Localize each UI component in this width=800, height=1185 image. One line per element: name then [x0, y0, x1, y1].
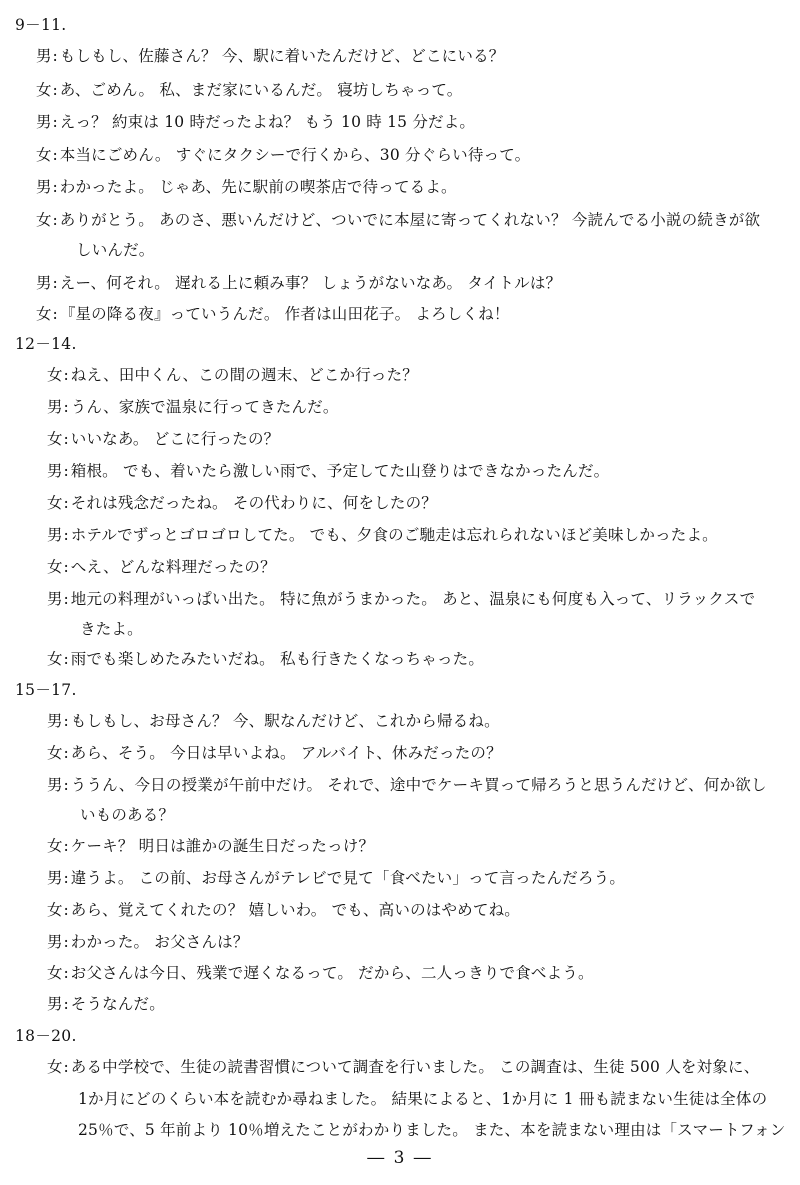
- speaker-label: 女: [36, 211, 52, 229]
- dialogue-text: もしもし、佐藤さん？ 今、駅に着いたんだけど、どこにいる？: [59, 47, 505, 65]
- dialogue-line: 女 : ある中学校で、生徒の読書習慣について調査を行いました。 この調査は、生徒 500 人を対象に、: [47, 1052, 786, 1082]
- dialogue-text: わかった。 お父さんは？: [70, 933, 249, 951]
- dialogue-line: 男 : 箱根。 でも、着いたら激しい雨で、予定してた山登りはできなかったんだ。: [47, 456, 786, 486]
- dialogue-line: 女 : いいなあ。 どこに行ったの？: [47, 424, 786, 454]
- dialogue-continuation: 25％で、5 年前より 10％増えたことがわかりました。 また、本を読まない理由は「スマートフォン: [78, 1121, 786, 1139]
- speaker-label: 男: [36, 113, 52, 131]
- dialogue-text: うん、家族で温泉に行ってきたんだ。: [70, 398, 339, 416]
- dialogue-text: えっ？ 約束は 10 時だったよね？ もう 10 時 15 分だよ。: [59, 113, 476, 131]
- dialogue-continuation: 1か月にどのくらい本を読むか尋ねました。 結果によると、1か月に 1 冊も読まない生徒は全体の: [78, 1090, 768, 1108]
- speaker-label: 男: [47, 462, 63, 480]
- speaker-label: 女: [47, 901, 63, 919]
- dialogue-text: あ、ごめん。 私、まだ家にいるんだ。 寝坊しちゃって。: [59, 81, 463, 99]
- speaker-label: 女: [47, 494, 63, 512]
- dialogue-line: 男 : えっ？ 約束は 10 時だったよね？ もう 10 時 15 分だよ。: [36, 107, 786, 137]
- section-title: 18－20.: [15, 1027, 77, 1045]
- dialogue-line: 男 : ううん、今日の授業が午前中だけ。 それで、途中でケーキ買って帰ろうと思うんだけど、何か欲し: [47, 770, 786, 800]
- speaker-label: 女: [47, 744, 63, 762]
- speaker-label: 女: [36, 305, 52, 323]
- dialogue-line: 女 : ありがとう。 あのさ、悪いんだけど、ついでに本屋に寄ってくれない？ 今読んでる小説の続きが欲: [36, 205, 786, 235]
- dialogue-text: 違うよ。 この前、お母さんがテレビで見て「食べたい」って言ったんだろう。: [70, 869, 626, 887]
- dialogue-text: ううん、今日の授業が午前中だけ。 それで、途中でケーキ買って帰ろうと思うんだけど、何か欲し: [70, 776, 767, 794]
- section-title: 9－11.: [15, 16, 67, 34]
- dialogue-text: もしもし、お母さん？ 今、駅なんだけど、これから帰るね。: [70, 712, 500, 730]
- dialogue-text: 『星の降る夜』っていうんだ。 作者は山田花子。 よろしくね！: [59, 305, 510, 323]
- dialogue-continuation: きたよ。: [80, 620, 143, 638]
- dialogue-text: いいなあ。 どこに行ったの？: [70, 430, 280, 448]
- dialogue-line: 女 : 雨でも楽しめたみたいだね。 私も行きたくなっちゃった。: [47, 644, 786, 674]
- speaker-label: 女: [47, 1058, 63, 1076]
- dialogue-line: 男 : わかった。 お父さんは？: [47, 927, 786, 957]
- dialogue-text: ある中学校で、生徒の読書習慣について調査を行いました。 この調査は、生徒 500 人を対象に、: [70, 1058, 760, 1076]
- dialogue-line: 女 : お父さんは今日、残業で遅くなるって。 だから、二人っきりで食べよう。: [47, 958, 786, 988]
- speaker-label: 女: [47, 964, 63, 982]
- speaker-label: 女: [47, 837, 63, 855]
- dialogue-text: それは残念だったね。 その代わりに、何をしたの？: [70, 494, 437, 512]
- dialogue-text: ねえ、田中くん、この間の週末、どこか行った？: [70, 366, 419, 384]
- dialogue-line: 女 : それは残念だったね。 その代わりに、何をしたの？: [47, 488, 786, 518]
- dialogue-text: お父さんは今日、残業で遅くなるって。 だから、二人っきりで食べよう。: [70, 964, 594, 982]
- dialogue-continuation: しいんだ。: [76, 241, 155, 259]
- dialogue-line: 女 : 本当にごめん。 すぐにタクシーで行くから、30 分ぐらい待って。: [36, 140, 786, 170]
- dialogue-line: 女 : 『星の降る夜』っていうんだ。 作者は山田花子。 よろしくね！: [36, 299, 786, 329]
- dialogue-line: 男 : もしもし、佐藤さん？ 今、駅に着いたんだけど、どこにいる？: [36, 41, 786, 71]
- speaker-label: 女: [47, 430, 63, 448]
- dialogue-text: ホテルでずっとゴロゴロしてた。 でも、夕食のご馳走は忘れられないほど美味しかったよ。: [70, 526, 718, 544]
- dialogue-line: 男 : ホテルでずっとゴロゴロしてた。 でも、夕食のご馳走は忘れられないほど美味しかったよ。: [47, 520, 786, 550]
- dialogue-text: 地元の料理がいっぱい出た。 特に魚がうまかった。 あと、温泉にも何度も入って、リラックスで: [70, 590, 756, 608]
- dialogue-text: そうなんだ。: [70, 995, 165, 1013]
- speaker-label: 男: [36, 178, 52, 196]
- dialogue-line: 女 : ねえ、田中くん、この間の週末、どこか行った？: [47, 360, 786, 390]
- dialogue-line: 女 : ケーキ？ 明日は誰かの誕生日だったっけ？: [47, 831, 786, 861]
- speaker-label: 男: [36, 274, 52, 292]
- speaker-label: 男: [47, 995, 63, 1013]
- dialogue-line: 女 : へえ、どんな料理だったの？: [47, 552, 786, 582]
- dialogue-text: あら、覚えてくれたの？ 嬉しいわ。 でも、高いのはやめてね。: [70, 901, 520, 919]
- dialogue-line: 男 : 地元の料理がいっぱい出た。 特に魚がうまかった。 あと、温泉にも何度も入って、リラックスで: [47, 584, 786, 614]
- speaker-label: 女: [47, 558, 63, 576]
- dialogue-line: 女 : あ、ごめん。 私、まだ家にいるんだ。 寝坊しちゃって。: [36, 75, 786, 105]
- dialogue-text: 雨でも楽しめたみたいだね。 私も行きたくなっちゃった。: [70, 650, 485, 668]
- section-title: 15－17.: [15, 681, 77, 699]
- speaker-label: 男: [47, 869, 63, 887]
- dialogue-line: 男 : もしもし、お母さん？ 今、駅なんだけど、これから帰るね。: [47, 706, 786, 736]
- speaker-label: 女: [47, 650, 63, 668]
- speaker-label: 男: [47, 590, 63, 608]
- dialogue-text: えー、何それ。 遅れる上に頼み事？ しょうがないなあ。 タイトルは？: [59, 274, 562, 292]
- dialogue-text: ケーキ？ 明日は誰かの誕生日だったっけ？: [70, 837, 375, 855]
- dialogue-text: へえ、どんな料理だったの？: [70, 558, 276, 576]
- speaker-label: 男: [47, 712, 63, 730]
- speaker-label: 男: [47, 398, 63, 416]
- section-title: 12－14.: [15, 335, 77, 353]
- dialogue-line: 男 : えー、何それ。 遅れる上に頼み事？ しょうがないなあ。 タイトルは？: [36, 268, 786, 298]
- speaker-label: 男: [47, 933, 63, 951]
- dialogue-text: ありがとう。 あのさ、悪いんだけど、ついでに本屋に寄ってくれない？ 今読んでる小説の続きが欲: [59, 211, 761, 229]
- dialogue-line: 男 : わかったよ。 じゃあ、先に駅前の喫茶店で待ってるよ。: [36, 172, 786, 202]
- dialogue-line: 男 : うん、家族で温泉に行ってきたんだ。: [47, 392, 786, 422]
- dialogue-continuation: いものある？: [80, 806, 175, 824]
- dialogue-line: 女 : あら、そう。 今日は早いよね。 アルバイト、休みだったの？: [47, 738, 786, 768]
- dialogue-text: 箱根。 でも、着いたら激しい雨で、予定してた山登りはできなかったんだ。: [70, 462, 610, 480]
- dialogue-text: 本当にごめん。 すぐにタクシーで行くから、30 分ぐらい待って。: [59, 146, 531, 164]
- speaker-label: 男: [47, 526, 63, 544]
- speaker-label: 女: [47, 366, 63, 384]
- speaker-label: 男: [36, 47, 52, 65]
- dialogue-line: 男 : そうなんだ。: [47, 989, 786, 1019]
- speaker-label: 女: [36, 81, 52, 99]
- dialogue-text: あら、そう。 今日は早いよね。 アルバイト、休みだったの？: [70, 744, 502, 762]
- dialogue-line: 女 : あら、覚えてくれたの？ 嬉しいわ。 でも、高いのはやめてね。: [47, 895, 786, 925]
- speaker-label: 女: [36, 146, 52, 164]
- page-number: ― 3 ―: [367, 1148, 433, 1168]
- dialogue-line: 男 : 違うよ。 この前、お母さんがテレビで見て「食べたい」って言ったんだろう。: [47, 863, 786, 893]
- dialogue-text: わかったよ。 じゃあ、先に駅前の喫茶店で待ってるよ。: [59, 178, 457, 196]
- speaker-label: 男: [47, 776, 63, 794]
